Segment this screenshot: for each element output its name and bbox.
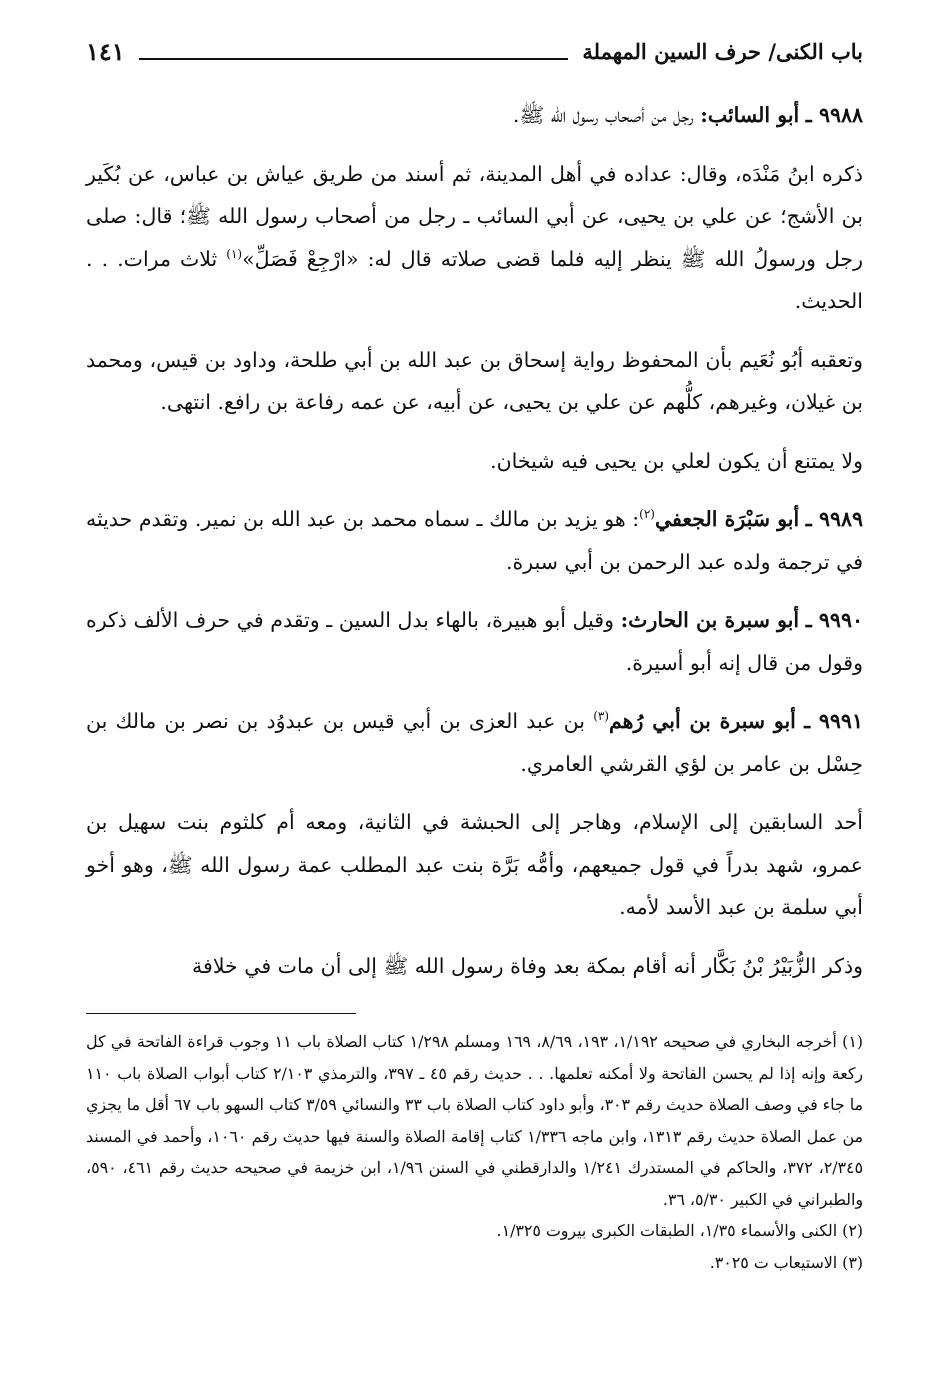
- paragraph: وذكر الزُّبَيْرُ بْنُ بَكَّار أنه أقام بمكة بعد وفاة رسول الله ﷺ إلى أن مات في خلافة: [192, 953, 863, 978]
- footnote-number: (٣): [842, 1252, 863, 1272]
- entry-9988: [86, 94, 863, 137]
- entry-text: بن عبد العزى بن أبي قيس بن عبدوُد بن نصر بن مالك بن حِسْل بن عامر بن لؤي القرشي العامري.: [86, 709, 863, 776]
- running-head-title: باب الكنى/ حرف السين المهملة: [582, 38, 863, 64]
- entry-name: أبو سَبْرَة الجعفي: [654, 507, 800, 531]
- footnote-text: الاستيعاب ت ٣٠٢٥.: [709, 1252, 838, 1272]
- entry-number: ٩٩٨٩ ـ: [805, 507, 863, 531]
- footnote-2: [86, 1215, 863, 1247]
- footnote-3: [86, 1247, 863, 1279]
- entry-name: أبو السائب:: [700, 103, 800, 127]
- footnote-rule: [86, 1013, 356, 1014]
- paragraph: أحد السابقين إلى الإسلام، وهاجر إلى الحبشة في الثانية، ومعه أم كلثوم بنت سهيل بن عمرو، شهد بدراً في قول جميعهم، وأمُّه بَرَّة بنت عبد المطلب عمة رسول الله ﷺ، وهو أخو أبي سلمة بن عبد الأسد لأمه.: [86, 810, 863, 919]
- entry-9990: [86, 599, 863, 684]
- footnote-number: (٢): [842, 1221, 863, 1240]
- entry-name: أبو سبرة بن أبي رُهم: [609, 709, 796, 733]
- entry-number: ٩٩٩٠ ـ: [805, 608, 863, 632]
- footnote-ref: (٣): [593, 709, 610, 724]
- footnotes: [86, 1026, 863, 1278]
- footnote-1: [86, 1026, 863, 1215]
- entry-name: أبو سبرة بن الحارث:: [620, 608, 800, 632]
- footnote-text: أخرجه البخاري في صحيحه ١/١٩٢، ١٩٣، ٨/٦٩، ١٦٩ ومسلم ١/٢٩٨ كتاب الصلاة باب ١١ وجوب قراءة الفاتحة في كل ركعة وإنه إذا لم يحسن الفاتحة ولا أمكنه تعلمها. . . حديث رقم ٤٥ ـ ٣٩٧، والترمذي ٢/١٠٣ كتاب أبواب الصلاة باب ١١٠ ما جاء في وصف الصلاة حديث رقم ٣٠٣، وأبو داود كتاب الصلاة باب ٣٣ والنسائي ٣/٥٩ كتاب السهو باب ٦٧ أقل ما يجزي من عمل الصلاة حديث رقم ١٣١٣، وابن ماجه ١/٣٣٦ كتاب إقامة الصلاة والسنة فيها حديث رقم ١٠٦٠، وأحمد في المسند ٢/٣٤٥، ٣٧٢، والحاكم في المستدرك ١/٢٤١ والدارقطني في السنن ١/٩٦، ابن خزيمة في صحيحه حديث رقم ٤٦١، ٥٩٠، والطبراني في الكبير ٥/٣٠، ٣٦.: [86, 1032, 863, 1209]
- entry-number: ٩٩٨٨ ـ: [805, 103, 863, 127]
- paragraph-text: ثلاث مرات. . . الحديث.: [86, 246, 863, 313]
- page-number: ١٤١: [86, 36, 125, 66]
- running-head: [86, 28, 863, 74]
- entry-9991: [86, 700, 863, 785]
- entry-9989: [86, 498, 863, 583]
- entry-text: رجل من أصحاب رسول الله ﷺ.: [512, 103, 694, 127]
- footnote-text: الكنى والأسماء ١/٣٥، الطبقات الكبرى بيروت ١/٣٢٥.: [496, 1221, 838, 1240]
- paragraph-text: ذكره ابنُ مَنْدَه، وقال: عداده في أهل المدينة، ثم أسند من طريق عياش بن عباس، عن بُكَير بن الأشج؛ عن علي بن يحيى، عن أبي السائب ـ رجل من أصحاب رسول الله ﷺ؛ قال: صلى رجل ورسولُ الله ﷺ ينظر إليه فلما قضى صلاته قال له: «ارْجِعْ فَصَلِّ»: [86, 161, 863, 271]
- paragraph: ولا يمتنع أن يكون لعلي بن يحيى فيه شيخان.: [490, 448, 863, 473]
- paragraph: [86, 153, 863, 323]
- header-rule: [139, 58, 569, 60]
- entry-text: : هو يزيد بن مالك ـ سماه محمد بن عبد الله بن نمير. وتقدم حديثه في ترجمة ولده عبد الرحمن بن أبي سبرة.: [86, 507, 863, 574]
- entry-text: وقيل أبو هبيرة، بالهاء بدل السين ـ وتقدم في حرف الألف ذكره وقول من قال إنه أبو أسيرة.: [86, 608, 863, 675]
- footnote-ref: (١): [226, 246, 243, 261]
- footnote-ref: (٢): [639, 507, 655, 522]
- paragraph: وتعقبه أبُو نُعَيم بأن المحفوظ رواية إسحاق بن عبد الله بن أبي طلحة، وداود بن قيس، ومحمد بن غيلان، وغيرهم، كلُّهم عن علي بن يحيى، عن أبيه، عن عمه رفاعة بن رافع. انتهى.: [86, 347, 863, 414]
- entry-number: ٩٩٩١ ـ: [804, 709, 863, 733]
- footnote-number: (١): [842, 1032, 863, 1051]
- main-text: [86, 94, 863, 987]
